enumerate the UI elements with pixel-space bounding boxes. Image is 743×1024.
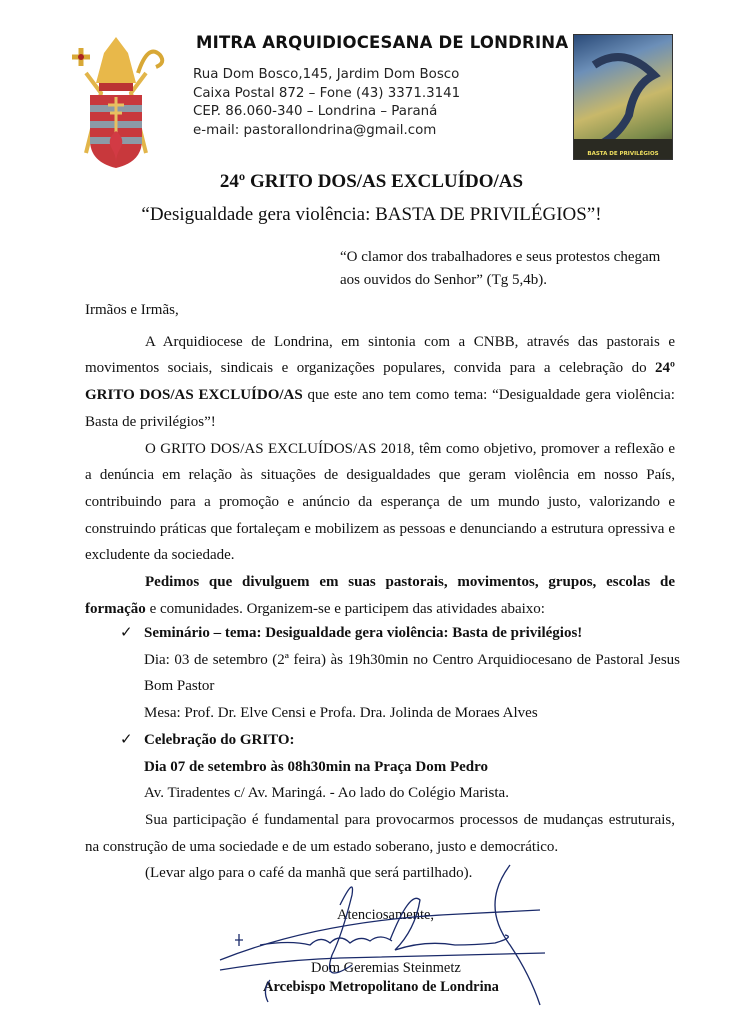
activity-heading: Celebração do GRITO:	[144, 732, 295, 748]
coat-of-arms-logo	[66, 33, 166, 173]
paragraph-participation: Sua participação é fundamental para provocarmos processos de mudanças estruturais, na construção de uma sociedade e de um estado soberano, justo e democrático.	[85, 812, 675, 855]
campaign-poster-image	[573, 34, 673, 160]
paragraph-breakfast: (Levar algo para o café da manhã que será partilhado).	[145, 865, 473, 882]
activity-heading: Seminário – tema: Desigualdade gera violência: Basta de privilégios!	[144, 625, 583, 641]
cep-line: CEP. 86.060-340 – Londrina – Paraná	[193, 104, 438, 119]
checkmark-icon: ✓	[120, 625, 133, 641]
paragraph-request	[85, 569, 675, 622]
address-line: Rua Dom Bosco,145, Jardim Dom Bosco	[193, 67, 460, 82]
signer-name: Dom Geremias Steinmetz	[311, 960, 461, 976]
paragraph-text: A Arquidiocese de Londrina, em sintonia com a CNBB, através das pastorais e movimentos sociais, sindicais e organizações populares, convida para a celebração do	[85, 333, 675, 377]
handwritten-signature	[200, 860, 545, 1010]
phone-line: Caixa Postal 872 – Fone (43) 3371.3141	[193, 85, 461, 101]
epigraph: “O clamor dos trabalhadores e seus protestos chegam aos ouvidos do Senhor” (Tg 5,4b).	[340, 249, 661, 288]
paragraph-text: e comunidades. Organizem-se e participem das atividades abaixo:	[145, 600, 545, 617]
organization-name: MITRA ARQUIDIOCESANA DE LONDRINA	[196, 33, 569, 52]
letter-body	[85, 297, 675, 622]
address-block	[193, 66, 460, 140]
activity-panel: Mesa: Prof. Dr. Elve Censi e Profa. Dra. Jolinda de Moraes Alves	[144, 705, 538, 722]
activity-date: Dia 07 de setembro às 08h30min na Praça Dom Pedro	[144, 758, 489, 775]
paragraph-objective: O GRITO DOS/AS EXCLUÍDOS/AS 2018, têm como objetivo, promover a reflexão e a denúncia em relação às situações de desigualdades que geram violência em nosso País, contribuindo para a promoção e anúncio da esperança de um mundo justo, valorizando e construindo práticas que fortaleçam e mobilizem as pessoas e denunciando a estrutura opressiva e excludente da sociedade.	[85, 440, 675, 564]
activity-date: Dia: 03 de setembro (2ª feira) às 19h30min no Centro Arquidiocesano de Pastoral Jesus Bom Pastor	[144, 651, 680, 695]
paragraph-invitation	[85, 329, 675, 436]
poster-caption: BASTA DE PRIVILÉGIOS	[587, 151, 659, 157]
event-name-bold: 24º GRITO DOS/AS EXCLUÍDO/AS	[85, 360, 675, 404]
activity-celebration	[120, 727, 680, 807]
closing-salutation: Atenciosamente,	[337, 907, 435, 923]
document-title: 24º GRITO DOS/AS EXCLUÍDO/AS	[219, 171, 524, 192]
checkmark-icon: ✓	[120, 732, 133, 748]
salutation: Irmãos e Irmãs,	[85, 302, 179, 318]
email-line: e-mail: pastorallondrina@gmail.com	[193, 122, 437, 138]
activity-seminar	[120, 620, 680, 727]
request-bold: Pedimos que divulguem em suas pastorais, movimentos, grupos, escolas de formação	[85, 574, 675, 617]
paragraph-text: que este ano tem como tema: “Desigualdade gera violência: Basta de privilégios”!	[85, 387, 675, 430]
activity-location: Av. Tiradentes c/ Av. Maringá. - Ao lado do Colégio Marista.	[144, 785, 509, 802]
document-subtitle: “Desigualdade gera violência: BASTA DE PRIVILÉGIOS”!	[141, 204, 602, 225]
signer-title: Arcebispo Metropolitano de Londrina	[263, 979, 499, 995]
